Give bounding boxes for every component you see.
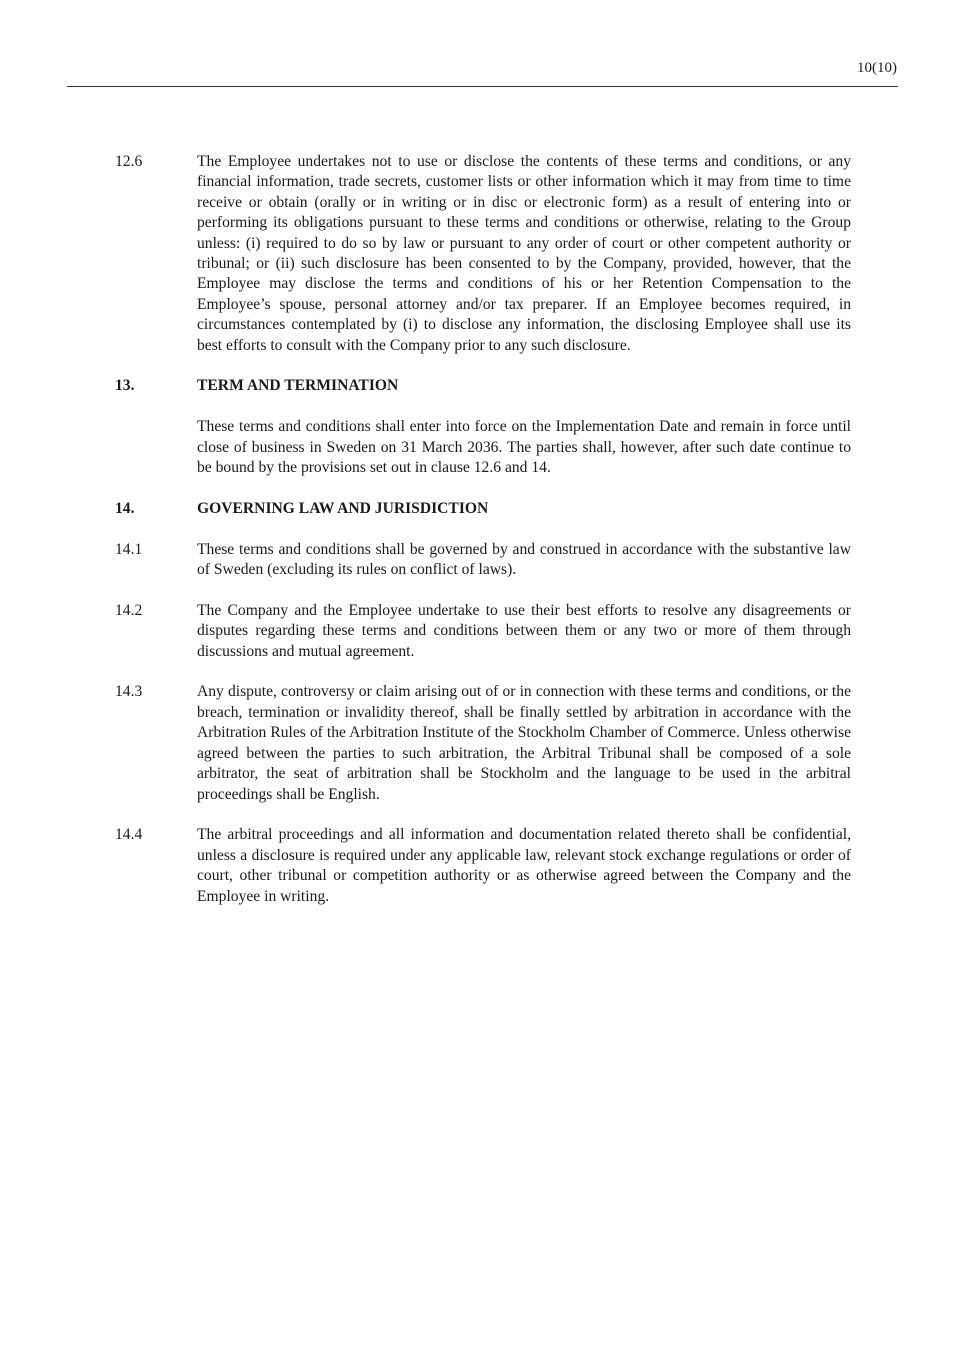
section-text: These terms and conditions shall enter into force on the Implementation Date and remain in force until close of business in Sweden on 31 March 2036. The parties shall, however, after such date continue to be bound by the provisions set out in clause 12.6 and 14. [197, 418, 851, 477]
header-divider [67, 86, 898, 87]
document-body [115, 152, 851, 927]
clause-12-6 [115, 152, 851, 356]
clause-14-1 [115, 540, 851, 581]
clause-text: These terms and conditions shall be governed by and construed in accordance with the substantive law of Sweden (excluding its rules on conflict of laws). [197, 540, 851, 579]
clause-text: The arbitral proceedings and all information and documentation related thereto shall be confidential, unless a disclosure is required under any applicable law, relevant stock exchange regulations or order of court, other tribunal or competition authority or as otherwise agreed between the Company and the Employee in writing. [197, 826, 851, 905]
clause-number: 14.3 [115, 683, 143, 701]
clause-14-4 [115, 825, 851, 907]
clause-number: 12.6 [115, 153, 143, 170]
clause-text: Any dispute, controversy or claim arising out of or in connection with these terms and conditions, or the breach, termination or invalidity thereof, shall be finally settled by arbitration in accordance with the Arbitration Rules of the Arbitration Institute of the Stockholm Chamber of Commerce. Unless otherwise agreed between the parties to such arbitration, the Arbitral Tribunal shall be composed of a sole arbitrator, the seat of arbitration shall be Stockholm and the language to be used in the arbitral proceedings shall be English. [197, 683, 851, 803]
section-title: TERM AND TERMINATION [197, 377, 399, 395]
clause-text: The Employee undertakes not to use or disclose the contents of these terms and conditions, or any financial information, trade secrets, customer lists or other information which it may from time to time receive or obtain (orally or in writing or in disc or electronic form) as a result of entering into or performing its obligations pursuant to these terms and conditions or otherwise, relating to the Group unless: (i) required to do so by law or pursuant to any order of court or other competent authority or tribunal; or (ii) such disclosure has been consented to by the Company, provided, however, that the Employee may disclose the terms and conditions of his or her Retention Compensation to the Employee’s spouse, personal attorney and/or tax preparer. If an Employee becomes required, in circumstances contemplated by (i) to disclose any information, the disclosing Employee shall use its best efforts to consult with the Company prior to any such disclosure. [197, 153, 851, 354]
section-14-heading [115, 499, 851, 519]
section-13-body [115, 417, 851, 478]
clause-14-3 [115, 682, 851, 804]
clause-number: 14.1 [115, 540, 143, 558]
page-number: 10(10) [857, 60, 897, 76]
section-title: GOVERNING LAW AND JURISDICTION [197, 499, 489, 517]
clause-number: 14.2 [115, 601, 143, 619]
section-13-heading [115, 376, 851, 396]
clause-number: 14.4 [115, 826, 143, 844]
section-number: 14. [115, 499, 135, 517]
clause-text: The Company and the Employee undertake to use their best efforts to resolve any disagreements or disputes regarding these terms and conditions between them or any two or more of them through discussions and mutual agreement. [197, 601, 851, 660]
section-number: 13. [115, 377, 135, 395]
clause-14-2 [115, 601, 851, 662]
